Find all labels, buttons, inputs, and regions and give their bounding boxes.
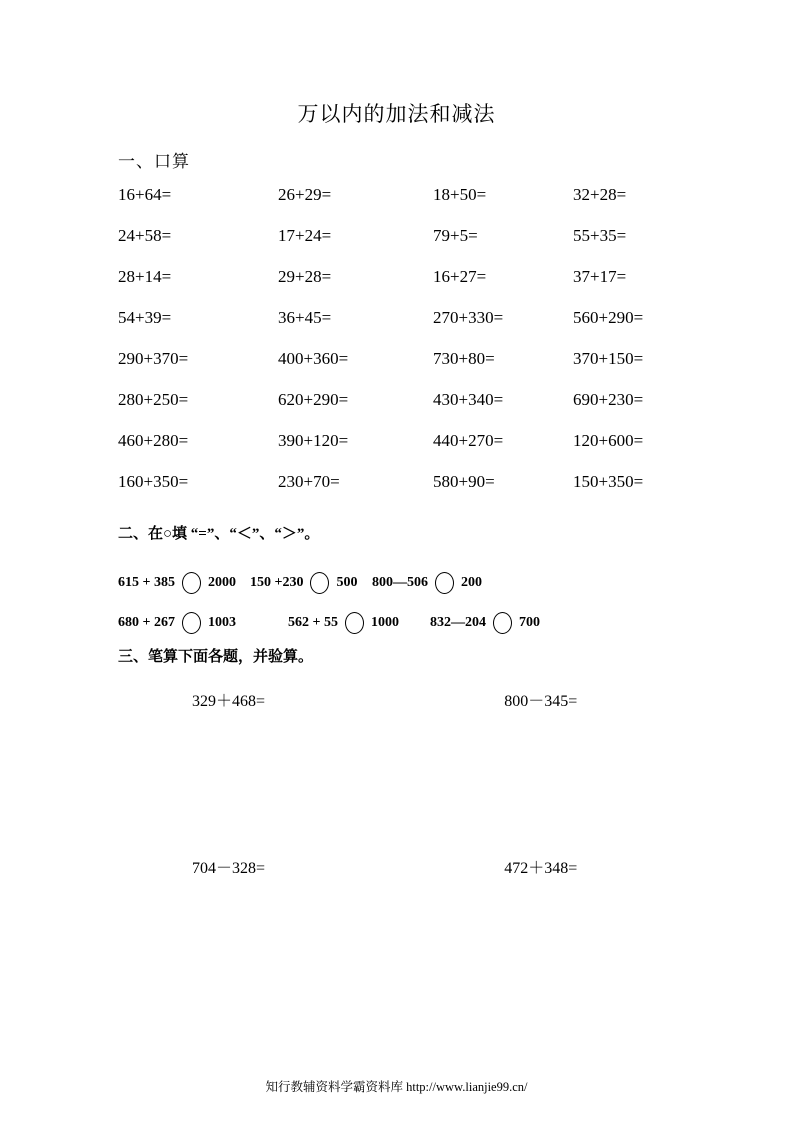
compare-right-expression: 500 [336,575,358,590]
table-row [118,472,688,513]
oral-problem: 580+90= [433,472,495,491]
compare-left-expression: 615 + 385 [118,575,175,590]
compare-problem [118,612,250,634]
answer-circle[interactable] [435,572,454,594]
page-title: 万以内的加法和减法 [297,102,496,126]
section-heading-written: 三、笔算下面各题，并验算。 [118,649,314,665]
compare-problem [372,572,482,594]
table-row [118,185,688,226]
written-row-1 [118,688,698,711]
oral-problem: 400+360= [278,349,349,368]
compare-right-expression: 1003 [207,615,236,630]
oral-problem: 16+64= [118,185,172,204]
oral-problem: 230+70= [278,472,340,491]
oral-problem: 690+230= [573,390,644,409]
compare-row-2 [118,602,698,644]
oral-problem: 36+45= [278,308,332,327]
compare-left-expression: 150 +230 [250,575,304,590]
oral-problem: 440+270= [433,431,504,450]
oral-problem: 79+5= [433,226,478,245]
table-row [118,431,688,472]
answer-circle[interactable] [182,572,201,594]
oral-problem: 280+250= [118,390,189,409]
oral-problem: 37+17= [573,267,627,286]
table-row [118,226,688,267]
oral-problem: 370+150= [573,349,644,368]
compare-problem [250,612,410,634]
oral-problem: 32+28= [573,185,627,204]
compare-problem [410,612,540,634]
footer-watermark: 知行教辅资料学霸资料库 http://www.lianjie99.cn/ [265,1080,528,1094]
table-row [118,349,688,390]
oral-problem: 730+80= [433,349,495,368]
oral-problem: 390+120= [278,431,349,450]
oral-problem: 55+35= [573,226,627,245]
compare-left-expression: 680 + 267 [118,615,175,630]
answer-circle[interactable] [345,612,364,634]
compare-problem [250,572,372,594]
table-row [118,390,688,431]
compare-row-1 [118,562,698,604]
compare-left-expression: 832—204 [430,615,486,630]
compare-right-expression: 700 [519,615,540,630]
answer-circle[interactable] [493,612,512,634]
oral-problem: 28+14= [118,267,172,286]
oral-problem: 54+39= [118,308,172,327]
written-row-2 [118,855,698,878]
answer-circle[interactable] [182,612,201,634]
compare-left-expression: 562 + 55 [288,615,338,630]
oral-problem: 290+370= [118,349,189,368]
oral-problem: 17+24= [278,226,332,245]
oral-problem: 270+330= [433,308,504,327]
section-heading-oral: 一、口算 [118,152,190,171]
written-problem: 329＋468= [192,693,266,710]
oral-problem: 120+600= [573,431,644,450]
oral-problem: 26+29= [278,185,332,204]
oral-problem: 560+290= [573,308,644,327]
oral-problem: 460+280= [118,431,189,450]
written-problem: 704－328= [192,860,266,877]
oral-arithmetic-grid [118,185,688,513]
oral-problem: 24+58= [118,226,172,245]
compare-right-expression: 200 [461,575,482,590]
compare-right-expression: 2000 [207,575,236,590]
written-problem: 800－345= [504,693,578,710]
written-problem: 472＋348= [504,860,578,877]
compare-left-expression: 800—506 [372,575,428,590]
oral-problem: 430+340= [433,390,504,409]
oral-problem: 160+350= [118,472,189,491]
oral-problem: 620+290= [278,390,349,409]
answer-circle[interactable] [310,572,329,594]
oral-problem: 16+27= [433,267,487,286]
table-row [118,308,688,349]
section-heading-compare: 二、在○填 “=”、“＜”、“＞”。 [118,526,320,542]
oral-problem: 150+350= [573,472,644,491]
oral-problem: 18+50= [433,185,487,204]
oral-problem: 29+28= [278,267,332,286]
compare-problem [118,572,250,594]
compare-right-expression: 1000 [370,615,399,630]
table-row [118,267,688,308]
